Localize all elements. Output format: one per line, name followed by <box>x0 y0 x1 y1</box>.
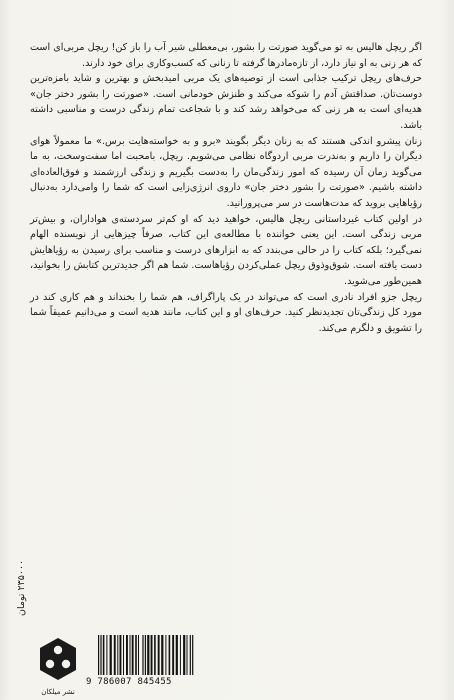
paragraph-2: حرف‌های ریچل ترکیب جذابی است از توصیه‌های یک مربی امیدبخش و بهترین و شاید بامزه‌ترین دوست‌تان. صداقتش آدم را شوکه می‌کند و طنزش خودمانی است. «صورتت را بشور دختر جان» هدیه‌ای است به هر زنی که می‌خواهد رشد کند و با شجاعت تمام زندگی درست و مناسبی داشته باشد. <box>30 73 422 131</box>
paragraph-1: اگر ریچل هالیس به تو می‌گوید صورتت را بشور، بی‌معطلی شیر آب را باز کن! ریچل مربی‌ای است که هر زنی به او نیاز دارد، از تازه‌مادرها گرفته تا زنانی که کسب‌وکاری برای خود دارند. <box>30 42 422 69</box>
paragraph-5: ریچل جزو افراد نادری است که می‌تواند در یک پاراگراف، هم شما را بخنداند و هم کاری کند در مورد کل زندگی‌تان تجدیدنظر کنید. حرف‌های او و این کتاب، مانند هدیه است و می‌دانیم عمیقاً شما را تشویق و دلگرم می‌کند. <box>30 291 422 334</box>
paragraph-3: زنان پیشرو اندکی هستند که به زنان دیگر بگویند «برو و به خواسته‌هایت برس.» ما معمولاً هوای دیگران را داریم و به‌ندرت مربی اردوگاه نظامی می‌شویم. ریچل، بامحبت اما سفت‌وسخت، به ما می‌گوید زمان آن رسیده که امور زندگی‌مان را به‌دست بگیریم و زندگی ارزشمند و فوق‌العاده‌ای داشته باشیم. «صورتت را بشور دختر جان» داروی انرژی‌زایی است که شما را وامی‌دارد به‌دنبال رؤیاهایی بروید که مدت‌هاست در سر می‌پرورانید. <box>30 135 422 209</box>
barcode-bars <box>96 635 238 675</box>
paragraph-4: در اولین کتاب غیرداستانی ریچل هالیس، خواهید دید که او کم‌تر سردسته‌ی هواداران، و بیش‌تر مربی زندگی است. این یعنی خواننده با مطالعه‌ی این کتاب، صرفاً چیزهایی از نویسنده الهام نمی‌گیرد؛ بلکه کتاب را در حالی می‌بندد که به ابزارهای درست و مناسب برای رسیدن به رؤیاهایش دست یافته است. شوق‌وذوق ریچل عملی‌کردن رؤیاهاست. شما هم اگر جدیدترین کتابش را بخوانید، همین‌طور می‌شوید. <box>30 213 422 287</box>
isbn-barcode <box>86 633 246 695</box>
publisher-logo-icon <box>38 636 78 688</box>
publisher-name: نشر میلکان <box>41 688 75 696</box>
blurb-text <box>30 40 422 336</box>
barcode-digits: 9 786007 845455 <box>86 677 172 687</box>
price-label: ۲۳۵۰۰۰ تومان <box>16 560 27 617</box>
